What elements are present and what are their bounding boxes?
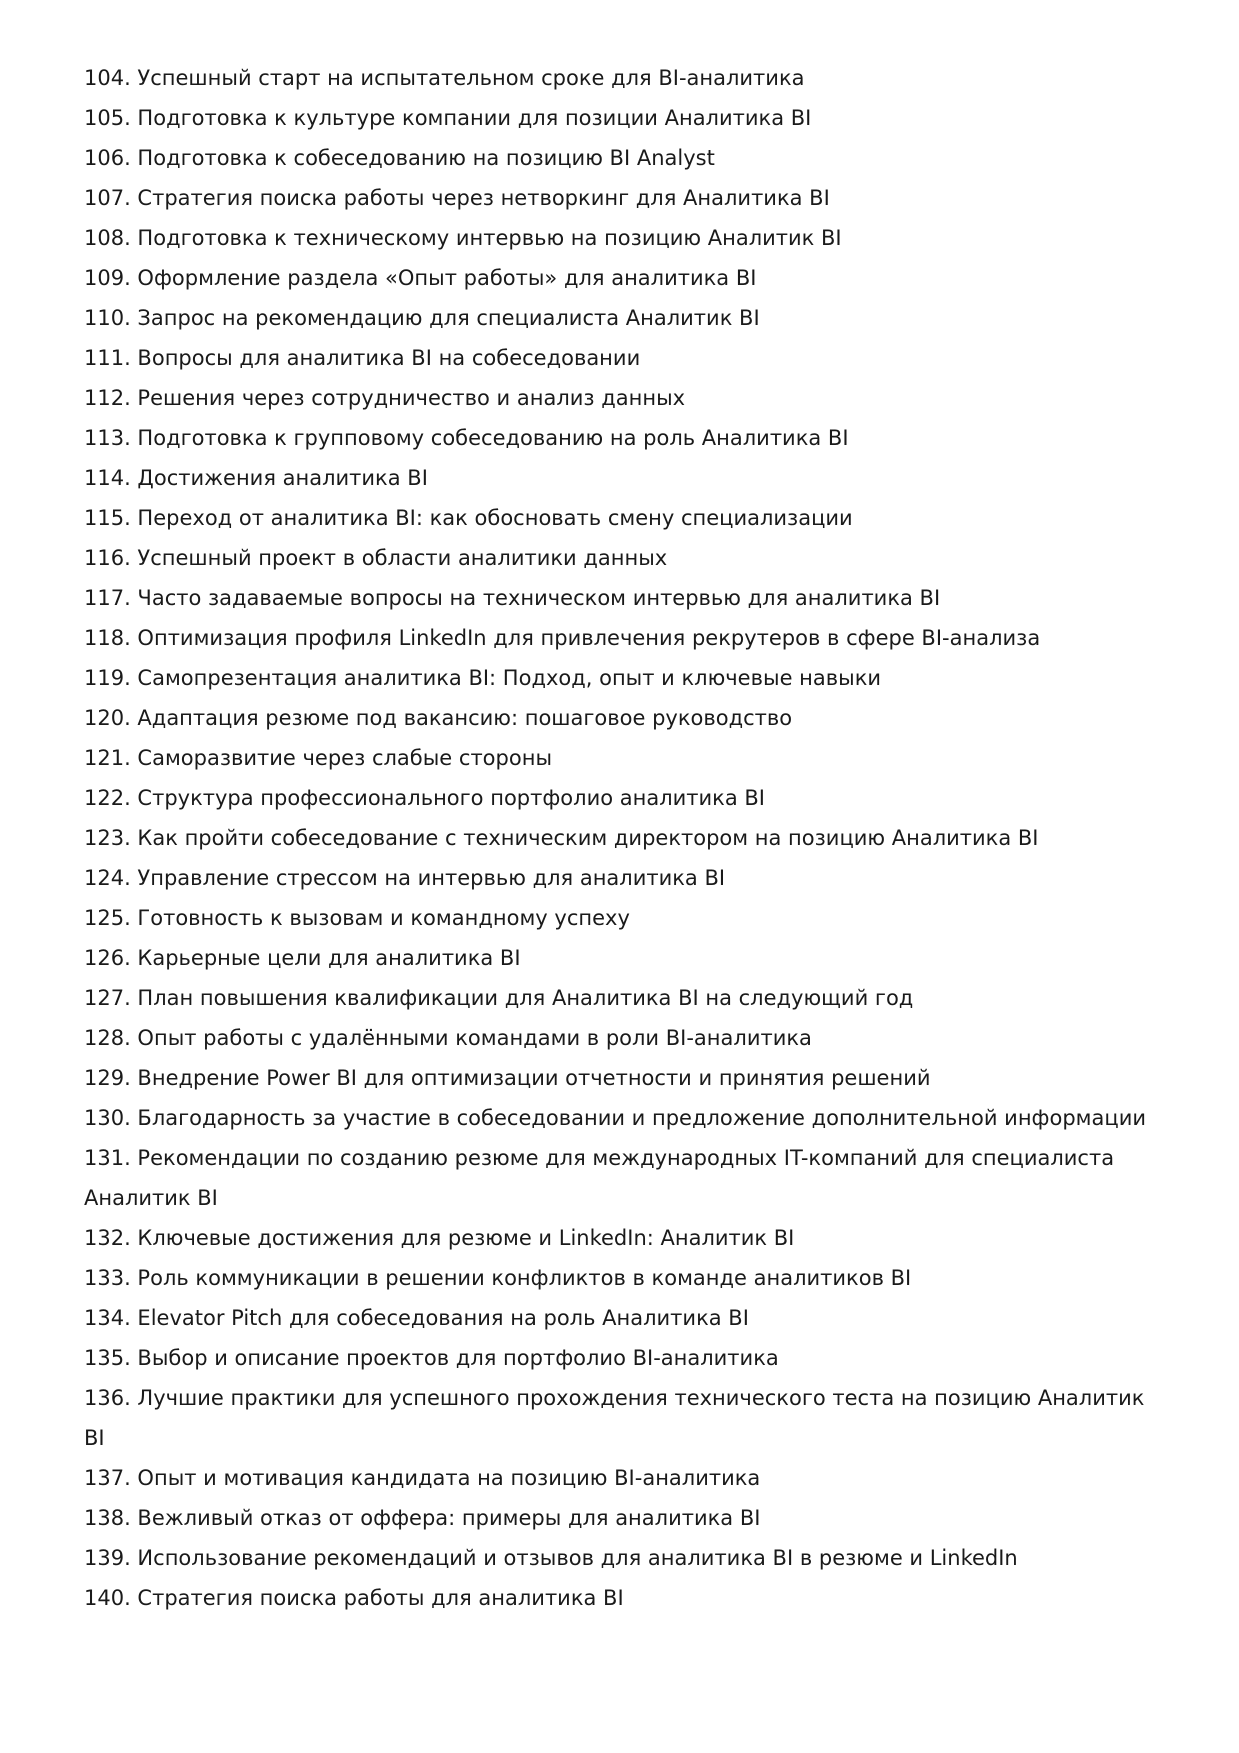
list-item: 105. Подготовка к культуре компании для позиции Аналитика BI bbox=[84, 106, 812, 130]
list-item: 138. Вежливый отказ от оффера: примеры для аналитика BI bbox=[84, 1506, 761, 1530]
list-item: 134. Elevator Pitch для собеседования на роль Аналитика BI bbox=[84, 1306, 749, 1330]
list-item: 118. Оптимизация профиля LinkedIn для привлечения рекрутеров в сфере BI-анализа bbox=[84, 626, 1041, 650]
list-item: 140. Стратегия поиска работы для аналитика BI bbox=[84, 1586, 624, 1610]
list-item: 114. Достижения аналитика BI bbox=[84, 466, 428, 490]
list-item: 133. Роль коммуникации в решении конфликтов в команде аналитиков BI bbox=[84, 1266, 912, 1290]
list-item: 137. Опыт и мотивация кандидата на позицию BI-аналитика bbox=[84, 1466, 761, 1490]
list-item: 116. Успешный проект в области аналитики данных bbox=[84, 546, 668, 570]
list-item: 113. Подготовка к групповому собеседованию на роль Аналитика BI bbox=[84, 426, 849, 450]
list-item: 110. Запрос на рекомендацию для специалиста Аналитик BI bbox=[84, 306, 760, 330]
list-item: 130. Благодарность за участие в собеседовании и предложение дополнительной информации bbox=[84, 1106, 1146, 1130]
list-item: 131. Рекомендации по созданию резюме для международных IT-компаний для специалиста Аналитик BI bbox=[84, 1146, 1115, 1210]
list-item: 129. Внедрение Power BI для оптимизации отчетности и принятия решений bbox=[84, 1066, 931, 1090]
list-item: 136. Лучшие практики для успешного прохождения технического теста на позицию Аналитик BI bbox=[84, 1386, 1145, 1450]
list-item: 111. Вопросы для аналитика BI на собеседовании bbox=[84, 346, 641, 370]
list-item: 119. Самопрезентация аналитика BI: Подход, опыт и ключевые навыки bbox=[84, 666, 882, 690]
list-item: 117. Часто задаваемые вопросы на техническом интервью для аналитика BI bbox=[84, 586, 941, 610]
list-item: 128. Опыт работы с удалёнными командами в роли BI-аналитика bbox=[84, 1026, 812, 1050]
list-item: 121. Саморазвитие через слабые стороны bbox=[84, 746, 553, 770]
list-item: 124. Управление стрессом на интервью для аналитика BI bbox=[84, 866, 726, 890]
topic-list bbox=[84, 58, 1164, 1618]
list-item: 126. Карьерные цели для аналитика BI bbox=[84, 946, 521, 970]
list-item: 139. Использование рекомендаций и отзывов для аналитика BI в резюме и LinkedIn bbox=[84, 1546, 1018, 1570]
list-item: 125. Готовность к вызовам и командному успеху bbox=[84, 906, 630, 930]
list-item: 123. Как пройти собеседование с техническим директором на позицию Аналитика BI bbox=[84, 826, 1039, 850]
list-item: 122. Структура профессионального портфолио аналитика BI bbox=[84, 786, 765, 810]
list-item: 106. Подготовка к собеседованию на позицию BI Analyst bbox=[84, 146, 715, 170]
list-item: 109. Оформление раздела «Опыт работы» для аналитика BI bbox=[84, 266, 757, 290]
list-item: 112. Решения через сотрудничество и анализ данных bbox=[84, 386, 686, 410]
list-item: 120. Адаптация резюме под вакансию: пошаговое руководство bbox=[84, 706, 793, 730]
list-item: 104. Успешный старт на испытательном сроке для BI-аналитика bbox=[84, 66, 805, 90]
list-item: 132. Ключевые достижения для резюме и LinkedIn: Аналитик BI bbox=[84, 1226, 795, 1250]
list-item: 115. Переход от аналитика BI: как обосновать смену специализации bbox=[84, 506, 853, 530]
list-item: 107. Стратегия поиска работы через нетворкинг для Аналитика BI bbox=[84, 186, 830, 210]
list-item: 127. План повышения квалификации для Аналитика BI на следующий год bbox=[84, 986, 914, 1010]
list-item: 135. Выбор и описание проектов для портфолио BI-аналитика bbox=[84, 1346, 779, 1370]
list-item: 108. Подготовка к техническому интервью на позицию Аналитик BI bbox=[84, 226, 842, 250]
